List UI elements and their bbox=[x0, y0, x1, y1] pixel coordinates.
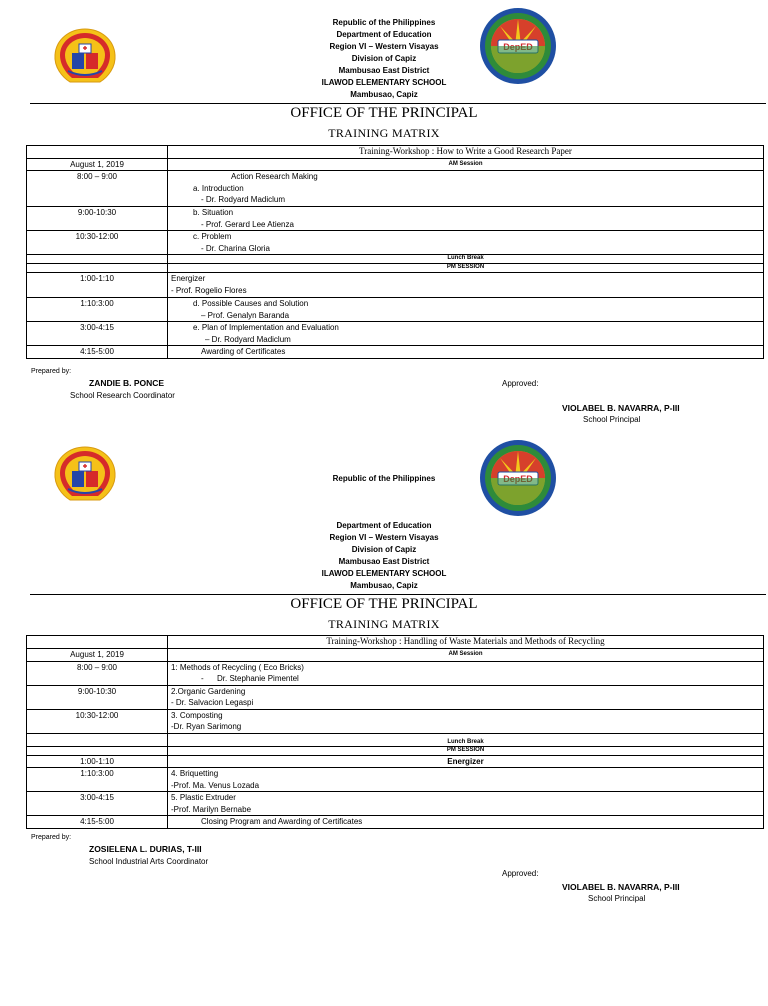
header-line-1: Republic of the Philippines bbox=[332, 474, 436, 483]
activity-cell bbox=[168, 661, 764, 685]
prepared-by-name: ZOSIELENA L. DURIAS, T-III bbox=[89, 844, 202, 854]
header-line-7: Mambusao, Capiz bbox=[350, 90, 418, 99]
table-row bbox=[27, 158, 764, 171]
time-cell: 3:00-4:15 bbox=[27, 322, 168, 346]
lunch-break-label: Lunch Break bbox=[168, 733, 764, 746]
table-row bbox=[27, 273, 764, 298]
time-cell: 1:00-1:10 bbox=[27, 273, 168, 298]
prepared-by-label: Prepared by: bbox=[31, 834, 72, 841]
prepared-by-label: Prepared by: bbox=[31, 368, 72, 375]
table-row bbox=[27, 661, 764, 685]
activity-cell bbox=[168, 816, 764, 829]
training-table bbox=[26, 635, 764, 829]
activity-cell bbox=[168, 709, 764, 733]
time-cell: 1:10:3:00 bbox=[27, 298, 168, 322]
time-cell: 8:00 – 9:00 bbox=[27, 171, 168, 207]
table-row bbox=[27, 768, 764, 792]
activity-cell bbox=[168, 792, 764, 816]
approved-name: VIOLABEL B. NAVARRA, P-III bbox=[562, 882, 680, 892]
speaker-line: -Dr. Ryan Sarimong bbox=[171, 722, 242, 731]
date-cell: August 1, 2019 bbox=[27, 158, 168, 171]
table-row bbox=[27, 171, 764, 207]
time-cell: 8:00 – 9:00 bbox=[27, 661, 168, 685]
approved-role: School Principal bbox=[588, 894, 646, 903]
office-title: OFFICE OF THE PRINCIPAL bbox=[290, 105, 478, 121]
table-row bbox=[27, 685, 764, 709]
table-row bbox=[27, 231, 764, 255]
time-cell: 10:30-12:00 bbox=[27, 709, 168, 733]
header-line-6: ILAWOD ELEMENTARY SCHOOL bbox=[321, 78, 447, 87]
table-row bbox=[27, 755, 764, 768]
prepared-by-name: ZANDIE B. PONCE bbox=[89, 378, 165, 388]
activity-line: 1: Methods of Recycling ( Eco Bricks) bbox=[171, 662, 304, 672]
table-row bbox=[27, 146, 764, 159]
header-line-5: Mambusao East District bbox=[338, 557, 430, 566]
deped-seal-icon bbox=[478, 438, 558, 518]
header-line-2: Department of Education bbox=[336, 30, 432, 39]
matrix-title: TRAINING MATRIX bbox=[328, 617, 440, 631]
school-logo-icon bbox=[50, 27, 120, 85]
date-cell: August 1, 2019 bbox=[27, 649, 168, 662]
activity-line: a. Introduction bbox=[193, 183, 244, 193]
header-line-4: Division of Capiz bbox=[351, 54, 417, 63]
am-session-label: AM Session bbox=[168, 158, 764, 171]
time-cell: 3:00-4:15 bbox=[27, 792, 168, 816]
header-rule bbox=[30, 594, 766, 595]
time-cell: 1:00-1:10 bbox=[27, 755, 168, 768]
header-line-4: Division of Capiz bbox=[351, 545, 417, 554]
header-line-2: Department of Education bbox=[336, 521, 432, 530]
time-cell: 4:15-5:00 bbox=[27, 816, 168, 829]
time-cell: 4:15-5:00 bbox=[27, 346, 168, 359]
activity-line: Energizer bbox=[171, 274, 206, 283]
activity-line: Closing Program and Awarding of Certificates bbox=[201, 817, 363, 826]
activity-line: 2.Organic Gardening bbox=[171, 686, 246, 696]
header-line-6: ILAWOD ELEMENTARY SCHOOL bbox=[321, 569, 447, 578]
header-rule bbox=[30, 103, 766, 104]
table-row bbox=[27, 322, 764, 346]
table-row bbox=[27, 346, 764, 359]
time-cell: 1:10:3:00 bbox=[27, 768, 168, 792]
activity-line: Energizer bbox=[168, 755, 764, 768]
prepared-by-role: School Research Coordinator bbox=[70, 391, 175, 400]
speaker-line: - Dr. Salvacion Legaspi bbox=[171, 698, 254, 707]
activity-line: 4. Briquetting bbox=[171, 769, 219, 778]
prepared-by-role: School Industrial Arts Coordinator bbox=[89, 857, 209, 866]
speaker-line: – Dr. Rodyard Madiclum bbox=[205, 334, 291, 344]
speaker-line: -Prof. Ma. Venus Lozada bbox=[171, 780, 260, 790]
speaker-line: - Prof. Rogelio Flores bbox=[171, 285, 247, 295]
approved-label: Approved: bbox=[502, 379, 539, 388]
am-session-label: AM Session bbox=[168, 649, 764, 662]
activity-cell bbox=[168, 685, 764, 709]
table-row bbox=[27, 792, 764, 816]
activity-cell bbox=[168, 231, 764, 255]
activity-line: 3. Composting bbox=[171, 710, 223, 720]
activity-line: e. Plan of Implementation and Evaluation bbox=[193, 323, 339, 332]
lunch-break-label: Lunch Break bbox=[168, 255, 764, 264]
activity-line: Action Research Making bbox=[231, 172, 318, 181]
activity-line: d. Possible Causes and Solution bbox=[193, 299, 309, 308]
table-row bbox=[27, 636, 764, 649]
table-row bbox=[27, 264, 764, 273]
table-row bbox=[27, 709, 764, 733]
table-row bbox=[27, 298, 764, 322]
speaker-line: - Dr. Charina Gloria bbox=[201, 243, 270, 253]
table-row bbox=[27, 733, 764, 746]
activity-cell bbox=[168, 346, 764, 359]
activity-cell bbox=[168, 273, 764, 298]
training-table bbox=[26, 145, 764, 359]
approved-name: VIOLABEL B. NAVARRA, P-III bbox=[562, 403, 680, 413]
pm-session-label: PM SESSION bbox=[168, 264, 764, 273]
activity-line: 5. Plastic Extruder bbox=[171, 793, 236, 802]
pm-session-label: PM SESSION bbox=[168, 746, 764, 755]
table-row bbox=[27, 816, 764, 829]
activity-cell bbox=[168, 322, 764, 346]
workshop-title: Training-Workshop : Handling of Waste Materials and Methods of Recycling bbox=[168, 636, 764, 649]
workshop-title: Training-Workshop : How to Write a Good Research Paper bbox=[168, 146, 764, 159]
activity-line: c. Problem bbox=[193, 232, 232, 241]
speaker-line: - Prof. Gerard Lee Atienza bbox=[201, 219, 294, 229]
matrix-title: TRAINING MATRIX bbox=[328, 126, 440, 140]
time-cell: 9:00-10:30 bbox=[27, 207, 168, 231]
time-cell: 9:00-10:30 bbox=[27, 685, 168, 709]
table-row bbox=[27, 746, 764, 755]
speaker-line: -Prof. Marilyn Bernabe bbox=[171, 804, 252, 814]
header-line-1: Republic of the Philippines bbox=[332, 18, 436, 27]
activity-cell bbox=[168, 768, 764, 792]
deped-seal-icon bbox=[478, 6, 558, 86]
speaker-line: - Dr. Rodyard Madiclum bbox=[201, 195, 286, 204]
header-line-3: Region VI – Western Visayas bbox=[329, 533, 439, 542]
activity-cell bbox=[168, 171, 764, 207]
approved-label: Approved: bbox=[502, 869, 539, 878]
school-logo-icon bbox=[50, 445, 120, 503]
table-row bbox=[27, 207, 764, 231]
speaker-line: – Prof. Genalyn Baranda bbox=[201, 310, 290, 320]
table-row bbox=[27, 255, 764, 264]
header-line-7: Mambusao, Capiz bbox=[350, 581, 418, 590]
approved-role: School Principal bbox=[583, 415, 641, 424]
activity-cell bbox=[168, 298, 764, 322]
speaker-line: - Dr. Stephanie Pimentel bbox=[201, 674, 299, 683]
activity-line: Awarding of Certificates bbox=[201, 347, 286, 356]
header-line-3: Region VI – Western Visayas bbox=[329, 42, 439, 51]
header-line-5: Mambusao East District bbox=[338, 66, 430, 75]
time-cell: 10:30-12:00 bbox=[27, 231, 168, 255]
office-title: OFFICE OF THE PRINCIPAL bbox=[290, 596, 478, 612]
table-row bbox=[27, 649, 764, 662]
activity-cell bbox=[168, 207, 764, 231]
activity-line: b. Situation bbox=[193, 208, 234, 217]
